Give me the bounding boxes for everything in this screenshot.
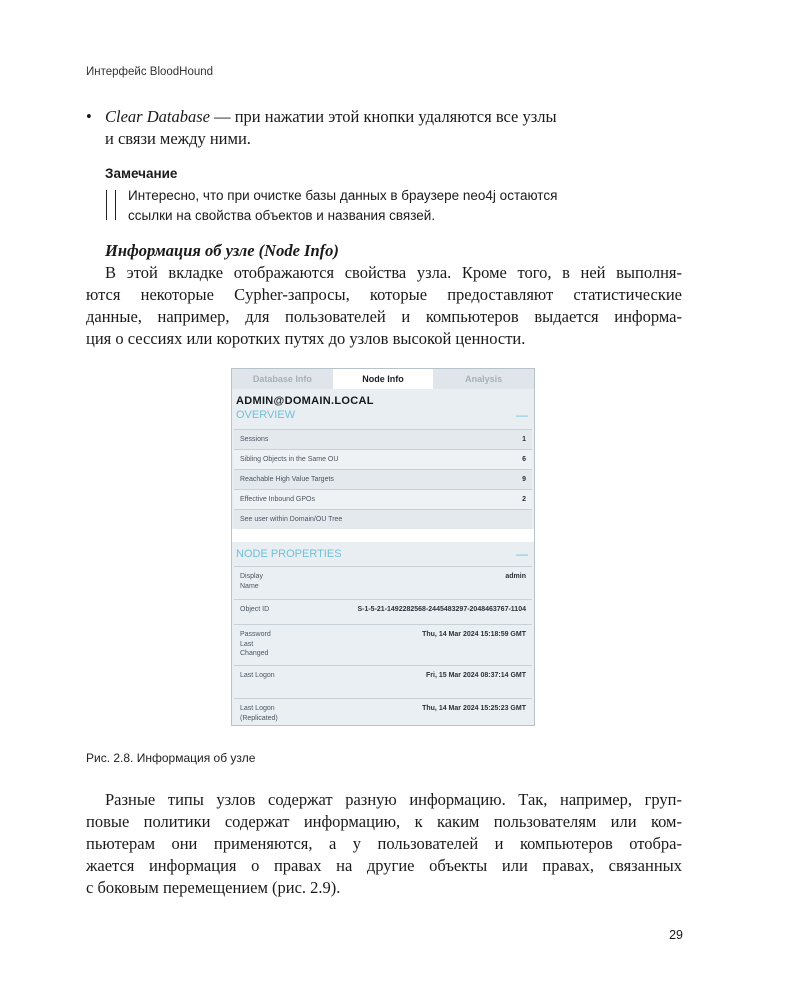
bullet-item-clear-database <box>86 106 682 150</box>
note-text <box>128 186 648 226</box>
overview-value: 9 <box>522 476 526 483</box>
overview-value: 2 <box>522 496 526 503</box>
note-title: Замечание <box>105 166 178 181</box>
property-key: Password Last Changed <box>240 631 271 657</box>
overview-row[interactable] <box>234 489 532 509</box>
node-properties-header[interactable] <box>232 546 534 562</box>
paragraph-line: повые политики содержат информацию, к каким пользователям или ком- <box>86 812 682 831</box>
tab-bar <box>232 369 534 389</box>
overview-value: 6 <box>522 456 526 463</box>
paragraph-line: пьютерам они применяются, а у пользователей и компьютеров отобра- <box>86 834 682 853</box>
overview-row[interactable] <box>234 509 532 529</box>
property-row <box>234 698 532 726</box>
property-value: admin <box>505 573 526 580</box>
collapse-icon[interactable]: — <box>516 547 528 561</box>
paragraph-line: с боковым перемещением (рис. 2.9). <box>86 878 341 897</box>
overview-row[interactable] <box>234 429 532 449</box>
property-key: Last Logon (Replicated) <box>240 705 278 722</box>
overview-title: OVERVIEW <box>236 409 296 421</box>
running-head: Интерфейс BloodHound <box>86 66 214 78</box>
bullet-line1-rest: — при нажатии этой кнопки удаляются все узлы <box>209 107 557 126</box>
overview-label: See user within Domain/OU Tree <box>240 516 343 523</box>
property-value: Fri, 15 Mar 2024 08:37:14 GMT <box>426 672 526 679</box>
figure-caption: Рис. 2.8. Информация об узле <box>86 751 256 765</box>
note-line: Интересно, что при очистке базы данных в браузере neo4j остаются <box>128 188 558 203</box>
property-value: Thu, 14 Mar 2024 15:25:23 GMT <box>422 705 526 712</box>
paragraph-line: данные, например, для пользователей и компьютеров выдается информа- <box>86 307 682 326</box>
bullet-dot: • <box>86 107 92 126</box>
tab-analysis[interactable]: Analysis <box>465 374 503 384</box>
collapse-icon[interactable]: — <box>516 408 528 422</box>
tab-database-info[interactable]: Database Info <box>252 374 312 384</box>
paragraph-line: В этой вкладке отображаются свойства узла. Кроме того, в ней выполня- <box>105 263 682 282</box>
overview-label: Effective Inbound GPOs <box>240 496 315 503</box>
bullet-term: Clear Database <box>105 107 210 126</box>
paragraph-line: жается информация о правах на другие объекты или правах, связанных <box>86 856 682 875</box>
property-row <box>234 624 532 665</box>
section-divider <box>232 529 534 542</box>
node-properties-title: NODE PROPERTIES <box>236 548 342 560</box>
paragraph-node-info <box>86 262 682 350</box>
property-value: S-1-5-21-1492282568-2445483297-2048463767-1104 <box>357 606 526 613</box>
property-key: Object ID <box>240 606 270 613</box>
paragraph-line: ция о сессиях или коротких путях до узлов высокой ценности. <box>86 329 526 348</box>
overview-row[interactable] <box>234 449 532 469</box>
property-row <box>234 566 532 599</box>
bullet-text <box>105 106 682 150</box>
overview-label: Sessions <box>240 436 269 443</box>
overview-label: Sibling Objects in the Same OU <box>240 456 339 463</box>
overview-row[interactable] <box>234 469 532 489</box>
properties-list <box>234 566 532 726</box>
property-value: Thu, 14 Mar 2024 15:18:59 GMT <box>422 631 526 638</box>
page-number: 29 <box>669 928 683 942</box>
overview-header[interactable] <box>232 407 534 423</box>
property-row <box>234 665 532 698</box>
note-line: ссылки на свойства объектов и названия связей. <box>128 208 436 223</box>
node-title: ADMIN@DOMAIN.LOCAL <box>236 395 374 407</box>
paragraph-line: Разные типы узлов содержат разную информацию. Так, например, груп- <box>105 790 682 809</box>
section-heading: Информация об узле (Node Info) <box>105 241 339 260</box>
overview-value: 1 <box>522 436 526 443</box>
overview-label: Reachable High Value Targets <box>240 476 334 483</box>
overview-list <box>234 429 532 529</box>
paragraph-node-types <box>86 789 682 899</box>
property-row <box>234 599 532 624</box>
property-key: Display Name <box>240 573 263 590</box>
paragraph-line: ются некоторые Cypher-запросы, которые предоставляют статистические <box>86 285 682 304</box>
property-key: Last Logon <box>240 672 275 679</box>
bullet-line2: и связи между ними. <box>105 129 251 148</box>
tab-node-info[interactable]: Node Info <box>333 369 434 389</box>
note-bar-icon <box>106 190 116 220</box>
node-info-screenshot <box>231 368 535 726</box>
